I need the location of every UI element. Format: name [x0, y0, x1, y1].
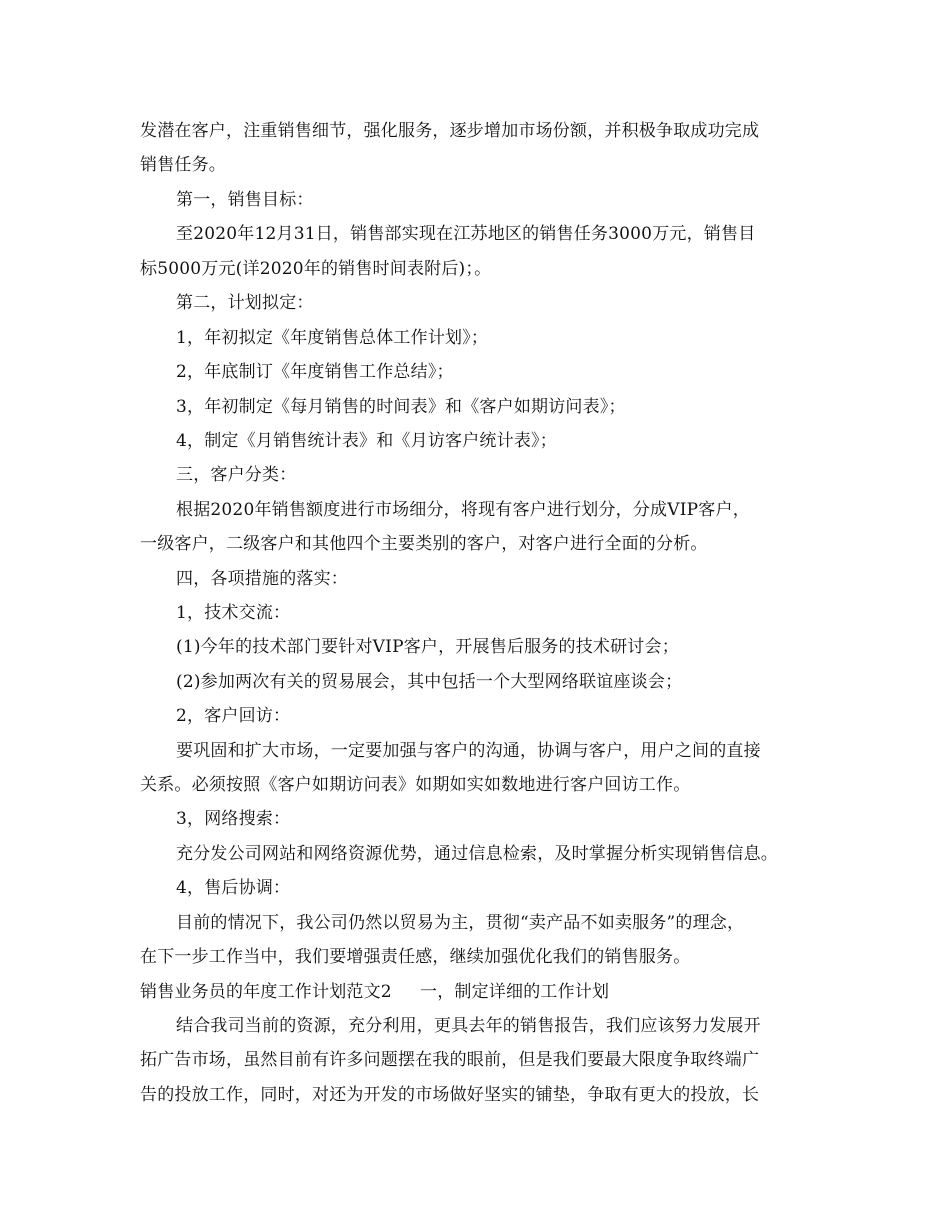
section-heading: 三，客户分类：	[176, 465, 297, 485]
paragraph-line: 在下一步工作当中，我们要增强责任感，继续加强优化我们的销售服务。	[140, 947, 691, 967]
list-item: 2，年底制订《年度销售工作总结》；	[176, 362, 454, 382]
list-item: 4，制定《月销售统计表》和《月访客户统计表》；	[176, 431, 557, 451]
subsection-heading: 3，网络搜索：	[176, 809, 291, 829]
paragraph-line: 要巩固和扩大市场，一定要加强与客户的沟通，协调与客户，用户之间的直接	[176, 741, 761, 761]
article-title: 销售业务员的年度工作计划范文2	[140, 982, 392, 1002]
paragraph-line: 根据2020年销售额度进行市场细分，将现有客户进行划分，分成VIP客户，	[176, 500, 750, 520]
paragraph-line: 告的投放工作，同时，对还为开发的市场做好坚实的铺垫，争取有更大的投放，长	[140, 1085, 760, 1105]
paragraph-line: 发潜在客户，注重销售细节，强化服务，逐步增加市场份额，并积极争取成功完成	[140, 121, 760, 141]
list-item: 3，年初制定《每月销售的时间表》和《客户如期访问表》；	[176, 397, 626, 417]
paragraph-line: 至2020年12月31日，销售部实现在江苏地区的销售任务3000万元，销售目	[176, 224, 756, 244]
paragraph-line: 一级客户，二级客户和其他四个主要类别的客户，对客户进行全面的分析。	[140, 534, 708, 554]
section-heading: 第一，销售目标：	[176, 190, 314, 210]
list-item: (1)今年的技术部门要针对VIP客户，开展售后服务的技术研讨会；	[176, 637, 679, 657]
section-heading: 第二，计划拟定：	[176, 293, 314, 313]
paragraph-line: 关系。必须按照《客户如期访问表》如期如实如数地进行客户回访工作。	[140, 775, 691, 795]
subsection-heading: 4，售后协调：	[176, 878, 291, 898]
paragraph-line: 结合我司当前的资源，充分利用，更具去年的销售报告，我们应该努力发展开	[176, 1016, 761, 1036]
subsection-heading: 2，客户回访：	[176, 706, 291, 726]
section-heading: 四，各项措施的落实：	[176, 569, 348, 589]
paragraph-line: 销售任务。	[140, 155, 226, 175]
paragraph-line: 标5000万元(详2020年的销售时间表附后)；。	[140, 259, 492, 279]
section-heading: 一，制定详细的工作计划	[420, 982, 610, 1002]
subsection-heading: 1，技术交流：	[176, 603, 291, 623]
paragraph-line: 充分发公司网站和网络资源优势，通过信息检索，及时掌握分析实现销售信息。	[176, 844, 778, 864]
list-item: (2)参加两次有关的贸易展会，其中包括一个大型网络联谊座谈会；	[176, 672, 683, 692]
list-item: 1，年初拟定《年度销售总体工作计划》；	[176, 328, 489, 348]
paragraph-line: 目前的情况下，我公司仍然以贸易为主，贯彻“卖产品不如卖服务”的理念，	[176, 913, 745, 933]
paragraph-line: 拓广告市场，虽然目前有许多问题摆在我的眼前，但是我们要最大限度争取终端广	[140, 1050, 760, 1070]
